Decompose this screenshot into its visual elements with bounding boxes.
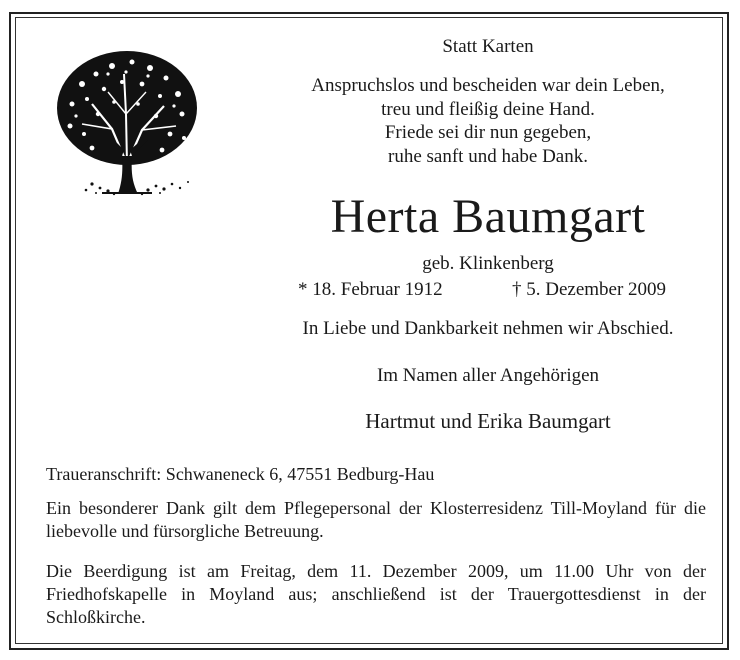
- statt-karten: Statt Karten: [442, 36, 534, 57]
- poem-line: Anspruchslos und bescheiden war dein Leben,: [311, 75, 665, 96]
- poem-line: ruhe sanft und habe Dank.: [388, 145, 588, 167]
- poem-line: treu und fleißig deine Hand.: [381, 98, 595, 120]
- poem: [250, 74, 726, 168]
- poem-line: Friede sei dir nun gegeben,: [384, 122, 592, 143]
- family-names: Hartmut und Erika Baumgart: [365, 409, 611, 433]
- funeral-paragraph: [46, 560, 706, 629]
- deceased-name: Herta Baumgart: [330, 190, 646, 243]
- funeral-text: Die Beerdigung ist am Freitag, dem 11. Dezember 2009, um 11.00 Uhr von der Friedhofskapelle in Moyland aus; anschließend ist der Trauergottesdienst in der Schloßkirche.: [46, 561, 706, 627]
- farewell-line: In Liebe und Dankbarkeit nehmen wir Abschied.: [302, 318, 674, 339]
- tree-icon: [52, 44, 202, 196]
- thanks-text: Ein besonderer Dank gilt dem Pflegepersonal der Klosterresidenz Till-Moyland für die liebevolle und fürsorgliche Betreuung.: [46, 498, 706, 541]
- maiden-name: geb. Klinkenberg: [422, 253, 554, 274]
- birth-date: * 18. Februar 1912: [298, 279, 443, 300]
- on-behalf-line: Im Namen aller Angehörigen: [376, 365, 600, 386]
- death-date: † 5. Dezember 2009: [512, 279, 667, 300]
- thanks-paragraph: [46, 497, 706, 543]
- mourning-address: Traueranschrift: Schwaneneck 6, 47551 Bedburg-Hau: [46, 464, 435, 484]
